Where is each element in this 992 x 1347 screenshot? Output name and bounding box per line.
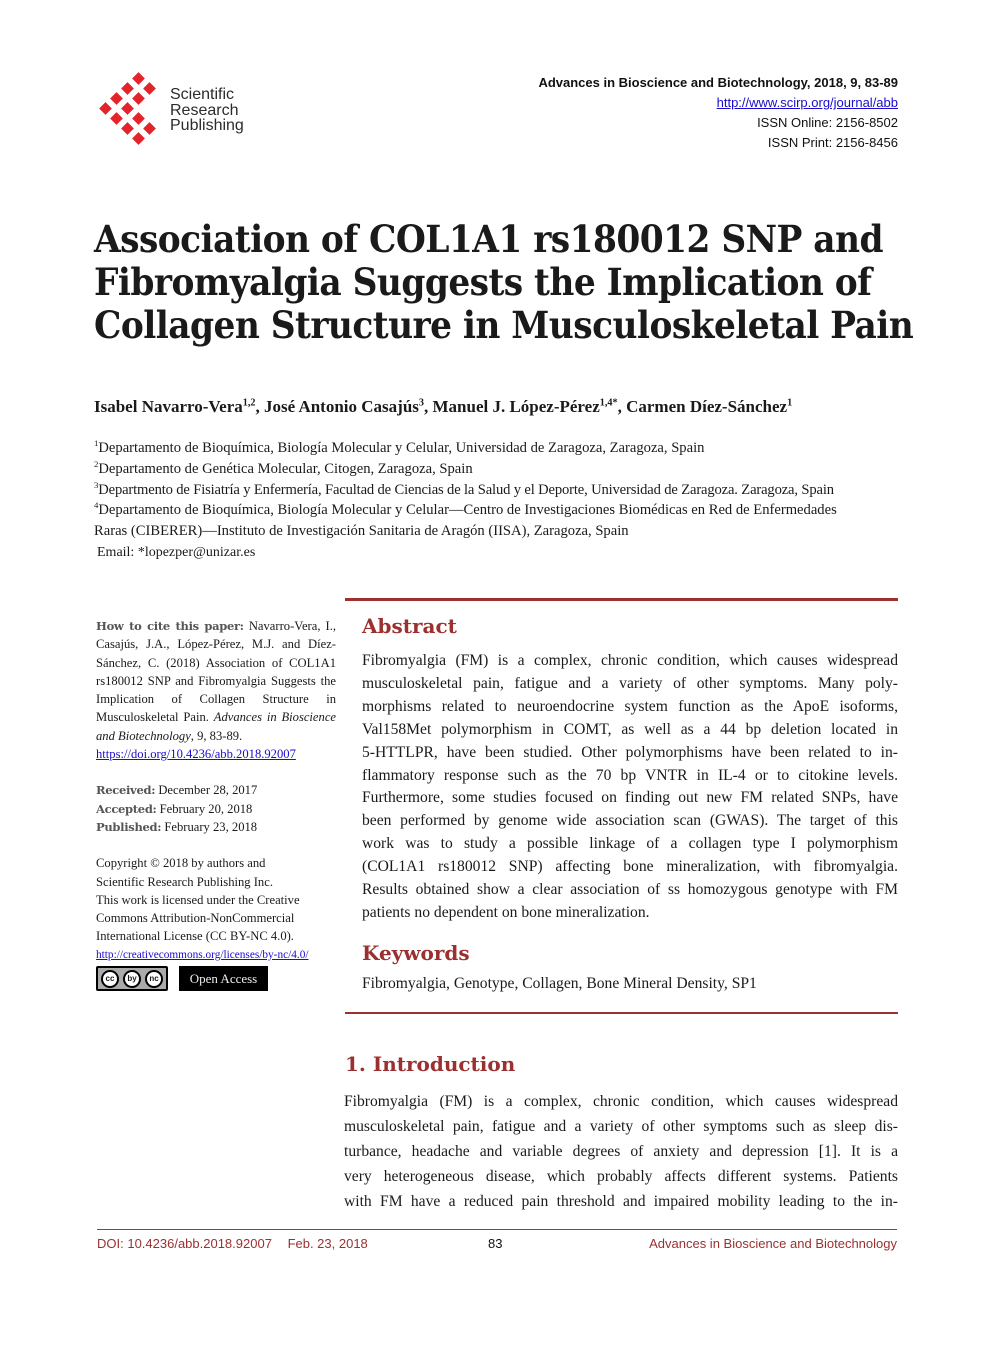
abstract-line: Furthermore, some studies focused on finding out new FM related SNPs, have [362,789,898,807]
copyright-notice [96,854,336,945]
copyright-line: International License (CC BY-NC 4.0). [96,929,294,944]
open-access-badge: Open Access [179,966,268,991]
aff-num: 3 [94,479,99,490]
cc-icon: cc [101,970,119,988]
abstract-heading: Abstract [362,614,457,638]
cite-journal: Advances in Bioscience and Biotechnology [96,710,336,743]
affiliation [94,500,837,521]
abstract-top-rule [345,598,898,601]
abstract-line: morphisms related to neuroendocrine system function as the ApoE isoforms, [362,697,898,715]
received [96,781,336,799]
cite-label: How to cite this paper: [96,619,244,633]
issn-online: ISSN Online: 2156-8502 [757,115,898,130]
page-footer [97,1236,897,1251]
publisher-name [170,87,244,134]
received-label: Received: [96,783,156,798]
author-name: Manuel J. López-Pérez [432,397,600,416]
sep: , [423,397,433,416]
nc-icon: nc [145,970,163,988]
intro-line: with FM have a reduced pain threshold and impaired mobility leading to the in- [344,1193,898,1210]
publisher-line: Research [170,101,239,119]
sep: , [255,397,264,416]
accepted [96,800,336,818]
author-name: Carmen Díez-Sánchez [626,397,788,416]
author-sup: 1,2 [242,397,256,409]
footer-rule [97,1229,897,1230]
author-sup: 1,4* [599,397,618,409]
publisher-line: Scientific [170,86,235,103]
keywords-heading: Keywords [362,941,470,965]
cite-text: Navarro-Vera, I., Casajús, J.A., López-Pérez, M.J. and Díez-Sánchez, C. (2018) Association of COL1A1 rs180012 SNP and Fibromyalgia Suggests the Implication of Collagen Structure in Musculoskeletal Pain. [96,619,337,725]
sidebar [96,617,336,991]
received-date: December 28, 2017 [158,783,258,798]
journal-citation: Advances in Bioscience and Biotechnology, 2018, 9, 83-89 [538,75,898,90]
aff-text: Departamento de Bioquímica, Biología Molecular y Celular—Centro de Investigaciones Biomédicas en Red de Enfermedades [98,502,837,519]
published [96,818,336,836]
by-icon: by [123,970,141,988]
cite-tail: , 9, 83-89. [190,728,243,743]
abstract-line: flammatory response such as the 70 bp VNTR in IL-4 or to citokine levels. [362,766,898,784]
aff-text: Departamento de Bioquímica, Biología Molecular y Celular, Universidad de Zaragoza, Zaragoza, Spain [98,440,705,456]
abstract-line: musculoskeletal pain, fatigue and a variety of other symptoms. Many poly- [362,674,898,692]
abstract-line: 5-HTTLPR, have been studied. Other polymorphisms have been related to in- [362,743,898,761]
abstract-bottom-rule [345,1012,898,1014]
aff-num: 1 [94,438,99,449]
affiliation [94,438,837,459]
copyright-line: This work is licensed under the Creative [96,892,300,907]
aff-text: Departamento de Genética Molecular, Citogen, Zaragoza, Spain [98,460,473,477]
intro-line: musculoskeletal pain, fatigue and a variety of other symptoms such as sleep dis- [344,1118,898,1135]
publisher-line: Publishing [170,117,244,134]
intro-line: turbance, headache and variable degrees of anxiety and depression [1]. It is a [344,1143,898,1160]
published-date: February 23, 2018 [164,819,258,834]
copyright-line: Scientific Research Publishing Inc. [96,874,273,889]
abstract-line: Fibromyalgia (FM) is a complex, chronic condition, which causes widespread [362,652,898,669]
published-label: Published: [96,819,162,834]
doi-link[interactable]: https://doi.org/10.4236/abb.2018.92007 [96,747,296,762]
how-to-cite [96,617,336,745]
affiliations [94,438,837,542]
title-line: Fibromyalgia Suggests the Implication of [94,260,872,304]
title-line: Association of COL1A1 rs180012 SNP and [94,217,883,261]
aff-text: Departmento de Fisiatría y Enfermería, Facultad de Ciencias de la Salud y el Deporte, Universidad de Zaragoza. Zaragoza, Spain [98,481,834,498]
sep: , [617,397,627,416]
publisher-logo [98,72,164,151]
footer-doi: DOI: 10.4236/abb.2018.92007 [97,1236,272,1251]
title-line: Collagen Structure in Musculoskeletal Pain [94,303,914,347]
affiliation-cont: Raras (CIBERER)—Instituto de Investigación Sanitaria de Aragón (IISA), Zaragoza, Spain [94,523,629,540]
cc-by-nc-badge[interactable] [96,966,168,991]
corresponding-email: Email: *lopezper@unizar.es [97,545,256,560]
aff-num: 4 [94,500,99,511]
abstract-line: been performed by genome wide association scan (GWAS). The target of this [362,812,898,830]
journal-url-link[interactable]: http://www.scirp.org/journal/abb [716,95,898,110]
accepted-date: February 20, 2018 [159,801,253,816]
journal-header [538,73,898,153]
copyright-line: Commons Attribution-NonCommercial [96,911,295,926]
abstract-line: Val158Met polymorphism in COMT, as well as a 44 bp deletion located in [362,720,898,738]
author-name: José Antonio Casajús [263,397,419,416]
abstract-text [362,650,898,925]
author-sup: 3 [418,397,424,409]
abstract-line: Results obtained show a clear association of ss homozygous genotype with FM [362,881,898,899]
affiliation [94,459,837,480]
page-number: 83 [488,1236,503,1251]
logo-diamonds-icon [98,72,164,146]
license-link[interactable]: http://creativecommons.org/licenses/by-nc/4.0/ [96,948,309,961]
abstract-line: (COL1A1 rs180012 SNP) affecting bone mineralization, with fibromyalgia. [362,858,898,876]
aff-num: 2 [94,458,99,469]
introduction-text [344,1089,898,1214]
copyright-line: Copyright © 2018 by authors and [96,856,266,871]
intro-line: Fibromyalgia (FM) is a complex, chronic condition, which causes widespread [344,1093,898,1110]
accepted-label: Accepted: [96,801,157,816]
footer-date: Feb. 23, 2018 [287,1236,368,1251]
issn-print: ISSN Print: 2156-8456 [767,135,898,150]
author-list [94,397,792,417]
affiliation [94,480,837,501]
keywords-text: Fibromyalgia, Genotype, Collagen, Bone Mineral Density, SP1 [362,975,757,992]
footer-journal: Advances in Bioscience and Biotechnology [649,1236,897,1251]
abstract-line: patients no dependent on bone mineralization. [362,903,650,921]
abstract-line: work was to study a possible linkage of a collagen type I polymorphism [362,835,898,853]
author-name: Isabel Navarro-Vera [94,397,243,416]
paper-title [94,218,913,347]
introduction-heading: 1. Introduction [345,1052,516,1076]
intro-line: very heterogeneous disease, which probably affects different systems. Patients [344,1168,898,1185]
author-sup: 1 [787,397,793,409]
